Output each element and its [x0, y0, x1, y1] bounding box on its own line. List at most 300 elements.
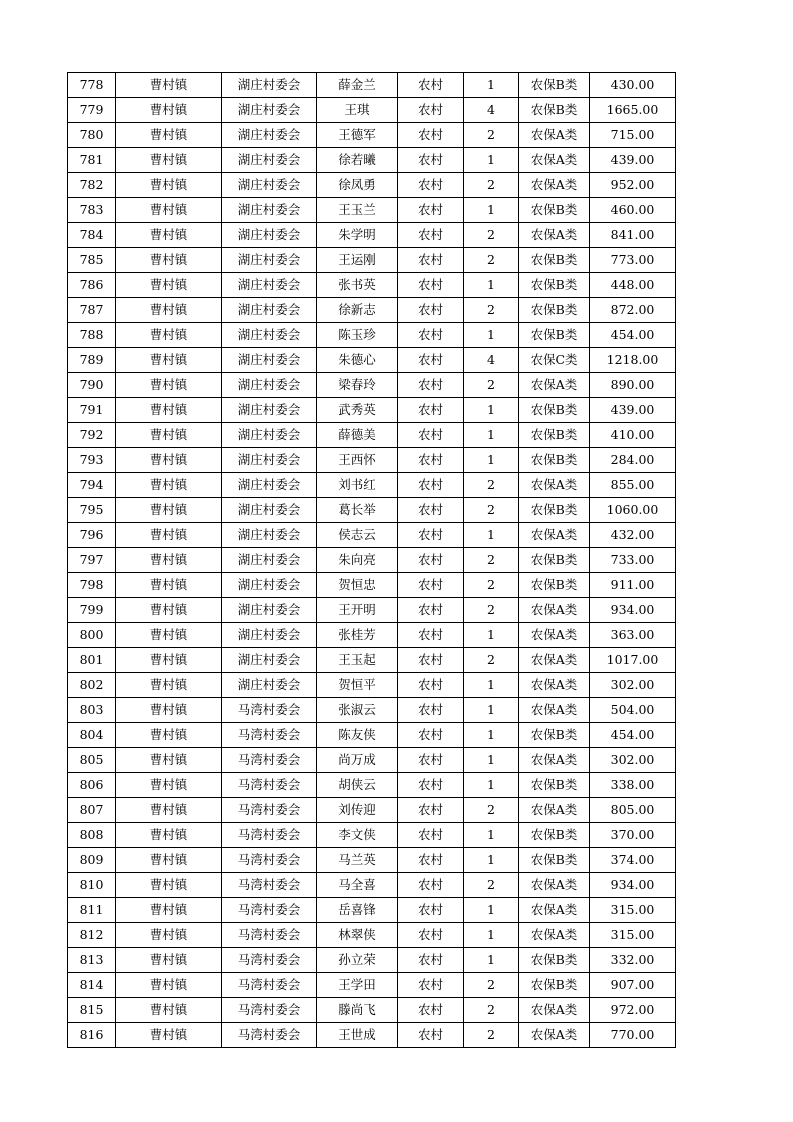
- category-cell: 农保B类: [519, 548, 590, 573]
- category-cell: 农保B类: [519, 573, 590, 598]
- town-cell: 曹村镇: [116, 923, 222, 948]
- member-count-cell: 2: [464, 473, 519, 498]
- village-committee-cell: 湖庄村委会: [222, 248, 317, 273]
- serial-number-cell: 810: [68, 873, 116, 898]
- name-cell: 岳喜锋: [317, 898, 398, 923]
- table-row: [68, 198, 676, 223]
- member-count-cell: 4: [464, 348, 519, 373]
- table-row: [68, 873, 676, 898]
- table-row: [68, 573, 676, 598]
- name-cell: 胡侠云: [317, 773, 398, 798]
- household-type-cell: 农村: [398, 773, 464, 798]
- table-body: [68, 73, 676, 1048]
- town-cell: 曹村镇: [116, 198, 222, 223]
- town-cell: 曹村镇: [116, 823, 222, 848]
- village-committee-cell: 湖庄村委会: [222, 598, 317, 623]
- name-cell: 陈玉珍: [317, 323, 398, 348]
- village-committee-cell: 湖庄村委会: [222, 173, 317, 198]
- serial-number-cell: 793: [68, 448, 116, 473]
- village-committee-cell: 马湾村委会: [222, 973, 317, 998]
- member-count-cell: 2: [464, 573, 519, 598]
- town-cell: 曹村镇: [116, 548, 222, 573]
- table-row: [68, 698, 676, 723]
- village-committee-cell: 马湾村委会: [222, 773, 317, 798]
- serial-number-cell: 811: [68, 898, 116, 923]
- serial-number-cell: 794: [68, 473, 116, 498]
- village-committee-cell: 湖庄村委会: [222, 323, 317, 348]
- village-committee-cell: 湖庄村委会: [222, 348, 317, 373]
- table-row: [68, 623, 676, 648]
- amount-cell: 454.00: [590, 723, 676, 748]
- town-cell: 曹村镇: [116, 898, 222, 923]
- member-count-cell: 1: [464, 623, 519, 648]
- name-cell: 张桂芳: [317, 623, 398, 648]
- amount-cell: 374.00: [590, 848, 676, 873]
- amount-cell: 504.00: [590, 698, 676, 723]
- village-committee-cell: 马湾村委会: [222, 998, 317, 1023]
- household-type-cell: 农村: [398, 898, 464, 923]
- village-committee-cell: 马湾村委会: [222, 948, 317, 973]
- table-row: [68, 923, 676, 948]
- village-committee-cell: 湖庄村委会: [222, 198, 317, 223]
- serial-number-cell: 780: [68, 123, 116, 148]
- name-cell: 朱德心: [317, 348, 398, 373]
- amount-cell: 338.00: [590, 773, 676, 798]
- town-cell: 曹村镇: [116, 948, 222, 973]
- category-cell: 农保A类: [519, 698, 590, 723]
- category-cell: 农保B类: [519, 298, 590, 323]
- household-type-cell: 农村: [398, 823, 464, 848]
- serial-number-cell: 784: [68, 223, 116, 248]
- member-count-cell: 2: [464, 373, 519, 398]
- village-committee-cell: 湖庄村委会: [222, 223, 317, 248]
- household-type-cell: 农村: [398, 73, 464, 98]
- category-cell: 农保B类: [519, 248, 590, 273]
- amount-cell: 430.00: [590, 73, 676, 98]
- serial-number-cell: 792: [68, 423, 116, 448]
- town-cell: 曹村镇: [116, 223, 222, 248]
- serial-number-cell: 802: [68, 673, 116, 698]
- name-cell: 张淑云: [317, 698, 398, 723]
- village-committee-cell: 湖庄村委会: [222, 623, 317, 648]
- category-cell: 农保B类: [519, 398, 590, 423]
- member-count-cell: 1: [464, 823, 519, 848]
- amount-cell: 302.00: [590, 748, 676, 773]
- serial-number-cell: 805: [68, 748, 116, 773]
- village-committee-cell: 湖庄村委会: [222, 448, 317, 473]
- category-cell: 农保B类: [519, 773, 590, 798]
- table-row: [68, 998, 676, 1023]
- category-cell: 农保B类: [519, 973, 590, 998]
- village-committee-cell: 湖庄村委会: [222, 548, 317, 573]
- category-cell: 农保B类: [519, 848, 590, 873]
- household-type-cell: 农村: [398, 523, 464, 548]
- amount-cell: 773.00: [590, 248, 676, 273]
- village-committee-cell: 马湾村委会: [222, 923, 317, 948]
- table-row: [68, 723, 676, 748]
- amount-cell: 448.00: [590, 273, 676, 298]
- member-count-cell: 2: [464, 223, 519, 248]
- household-type-cell: 农村: [398, 123, 464, 148]
- amount-cell: 1218.00: [590, 348, 676, 373]
- amount-cell: 1017.00: [590, 648, 676, 673]
- table-row: [68, 123, 676, 148]
- serial-number-cell: 803: [68, 698, 116, 723]
- table-row: [68, 848, 676, 873]
- amount-cell: 315.00: [590, 898, 676, 923]
- amount-cell: 370.00: [590, 823, 676, 848]
- amount-cell: 770.00: [590, 1023, 676, 1048]
- serial-number-cell: 816: [68, 1023, 116, 1048]
- member-count-cell: 1: [464, 148, 519, 173]
- category-cell: 农保A类: [519, 998, 590, 1023]
- amount-cell: 410.00: [590, 423, 676, 448]
- name-cell: 徐若曦: [317, 148, 398, 173]
- table-row: [68, 98, 676, 123]
- member-count-cell: 2: [464, 598, 519, 623]
- member-count-cell: 1: [464, 923, 519, 948]
- village-committee-cell: 马湾村委会: [222, 823, 317, 848]
- table-row: [68, 273, 676, 298]
- table-row: [68, 598, 676, 623]
- town-cell: 曹村镇: [116, 373, 222, 398]
- category-cell: 农保A类: [519, 148, 590, 173]
- village-committee-cell: 湖庄村委会: [222, 148, 317, 173]
- name-cell: 葛长举: [317, 498, 398, 523]
- member-count-cell: 1: [464, 273, 519, 298]
- category-cell: 农保A类: [519, 123, 590, 148]
- town-cell: 曹村镇: [116, 723, 222, 748]
- village-committee-cell: 湖庄村委会: [222, 123, 317, 148]
- category-cell: 农保A类: [519, 173, 590, 198]
- household-type-cell: 农村: [398, 373, 464, 398]
- table-row: [68, 398, 676, 423]
- town-cell: 曹村镇: [116, 798, 222, 823]
- serial-number-cell: 815: [68, 998, 116, 1023]
- household-type-cell: 农村: [398, 1023, 464, 1048]
- name-cell: 马兰英: [317, 848, 398, 873]
- amount-cell: 460.00: [590, 198, 676, 223]
- amount-cell: 934.00: [590, 873, 676, 898]
- member-count-cell: 1: [464, 698, 519, 723]
- name-cell: 王西怀: [317, 448, 398, 473]
- name-cell: 朱学明: [317, 223, 398, 248]
- category-cell: 农保B类: [519, 198, 590, 223]
- household-type-cell: 农村: [398, 648, 464, 673]
- serial-number-cell: 801: [68, 648, 116, 673]
- name-cell: 徐新志: [317, 298, 398, 323]
- category-cell: 农保A类: [519, 673, 590, 698]
- table-row: [68, 223, 676, 248]
- member-count-cell: 1: [464, 723, 519, 748]
- member-count-cell: 1: [464, 848, 519, 873]
- town-cell: 曹村镇: [116, 523, 222, 548]
- member-count-cell: 1: [464, 523, 519, 548]
- table-row: [68, 73, 676, 98]
- household-type-cell: 农村: [398, 248, 464, 273]
- town-cell: 曹村镇: [116, 173, 222, 198]
- member-count-cell: 2: [464, 873, 519, 898]
- serial-number-cell: 778: [68, 73, 116, 98]
- member-count-cell: 1: [464, 323, 519, 348]
- amount-cell: 715.00: [590, 123, 676, 148]
- member-count-cell: 2: [464, 498, 519, 523]
- amount-cell: 972.00: [590, 998, 676, 1023]
- village-committee-cell: 马湾村委会: [222, 698, 317, 723]
- amount-cell: 332.00: [590, 948, 676, 973]
- table-row: [68, 823, 676, 848]
- amount-cell: 805.00: [590, 798, 676, 823]
- table-row: [68, 348, 676, 373]
- town-cell: 曹村镇: [116, 298, 222, 323]
- serial-number-cell: 812: [68, 923, 116, 948]
- member-count-cell: 2: [464, 1023, 519, 1048]
- category-cell: 农保B类: [519, 723, 590, 748]
- category-cell: 农保B类: [519, 423, 590, 448]
- member-count-cell: 2: [464, 123, 519, 148]
- category-cell: 农保A类: [519, 898, 590, 923]
- member-count-cell: 4: [464, 98, 519, 123]
- member-count-cell: 2: [464, 973, 519, 998]
- household-type-cell: 农村: [398, 273, 464, 298]
- member-count-cell: 2: [464, 173, 519, 198]
- table-row: [68, 473, 676, 498]
- name-cell: 王运刚: [317, 248, 398, 273]
- category-cell: 农保A类: [519, 623, 590, 648]
- household-type-cell: 农村: [398, 448, 464, 473]
- household-type-cell: 农村: [398, 473, 464, 498]
- name-cell: 徐凤勇: [317, 173, 398, 198]
- serial-number-cell: 807: [68, 798, 116, 823]
- village-committee-cell: 马湾村委会: [222, 1023, 317, 1048]
- household-type-cell: 农村: [398, 623, 464, 648]
- name-cell: 武秀英: [317, 398, 398, 423]
- serial-number-cell: 804: [68, 723, 116, 748]
- village-committee-cell: 马湾村委会: [222, 748, 317, 773]
- town-cell: 曹村镇: [116, 573, 222, 598]
- village-committee-cell: 湖庄村委会: [222, 673, 317, 698]
- category-cell: 农保A类: [519, 748, 590, 773]
- village-committee-cell: 马湾村委会: [222, 798, 317, 823]
- household-type-cell: 农村: [398, 198, 464, 223]
- village-committee-cell: 湖庄村委会: [222, 398, 317, 423]
- household-type-cell: 农村: [398, 748, 464, 773]
- category-cell: 农保A类: [519, 648, 590, 673]
- member-count-cell: 2: [464, 298, 519, 323]
- household-type-cell: 农村: [398, 973, 464, 998]
- amount-cell: 363.00: [590, 623, 676, 648]
- category-cell: 农保A类: [519, 373, 590, 398]
- amount-cell: 952.00: [590, 173, 676, 198]
- village-committee-cell: 湖庄村委会: [222, 73, 317, 98]
- table-row: [68, 423, 676, 448]
- serial-number-cell: 800: [68, 623, 116, 648]
- name-cell: 尚万成: [317, 748, 398, 773]
- category-cell: 农保B类: [519, 823, 590, 848]
- table-row: [68, 773, 676, 798]
- household-type-cell: 农村: [398, 998, 464, 1023]
- member-count-cell: 1: [464, 773, 519, 798]
- serial-number-cell: 786: [68, 273, 116, 298]
- table-row: [68, 948, 676, 973]
- name-cell: 刘书红: [317, 473, 398, 498]
- amount-cell: 439.00: [590, 148, 676, 173]
- amount-cell: 907.00: [590, 973, 676, 998]
- town-cell: 曹村镇: [116, 848, 222, 873]
- household-type-cell: 农村: [398, 948, 464, 973]
- household-type-cell: 农村: [398, 698, 464, 723]
- village-committee-cell: 湖庄村委会: [222, 423, 317, 448]
- village-committee-cell: 湖庄村委会: [222, 473, 317, 498]
- serial-number-cell: 797: [68, 548, 116, 573]
- name-cell: 王世成: [317, 1023, 398, 1048]
- member-count-cell: 1: [464, 198, 519, 223]
- amount-cell: 315.00: [590, 923, 676, 948]
- category-cell: 农保A类: [519, 223, 590, 248]
- household-type-cell: 农村: [398, 923, 464, 948]
- village-committee-cell: 湖庄村委会: [222, 523, 317, 548]
- serial-number-cell: 806: [68, 773, 116, 798]
- household-type-cell: 农村: [398, 173, 464, 198]
- household-type-cell: 农村: [398, 98, 464, 123]
- amount-cell: 1060.00: [590, 498, 676, 523]
- category-cell: 农保A类: [519, 798, 590, 823]
- category-cell: 农保A类: [519, 523, 590, 548]
- serial-number-cell: 789: [68, 348, 116, 373]
- town-cell: 曹村镇: [116, 498, 222, 523]
- name-cell: 王玉起: [317, 648, 398, 673]
- table-row: [68, 298, 676, 323]
- member-count-cell: 2: [464, 648, 519, 673]
- town-cell: 曹村镇: [116, 123, 222, 148]
- member-count-cell: 1: [464, 423, 519, 448]
- member-count-cell: 1: [464, 73, 519, 98]
- member-count-cell: 2: [464, 548, 519, 573]
- name-cell: 薛德美: [317, 423, 398, 448]
- amount-cell: 911.00: [590, 573, 676, 598]
- amount-cell: 841.00: [590, 223, 676, 248]
- name-cell: 王开明: [317, 598, 398, 623]
- town-cell: 曹村镇: [116, 473, 222, 498]
- name-cell: 朱向亮: [317, 548, 398, 573]
- town-cell: 曹村镇: [116, 248, 222, 273]
- town-cell: 曹村镇: [116, 873, 222, 898]
- member-count-cell: 2: [464, 798, 519, 823]
- household-type-cell: 农村: [398, 348, 464, 373]
- town-cell: 曹村镇: [116, 748, 222, 773]
- village-committee-cell: 马湾村委会: [222, 898, 317, 923]
- table-row: [68, 448, 676, 473]
- serial-number-cell: 809: [68, 848, 116, 873]
- category-cell: 农保A类: [519, 1023, 590, 1048]
- name-cell: 贺恒忠: [317, 573, 398, 598]
- village-committee-cell: 湖庄村委会: [222, 273, 317, 298]
- member-count-cell: 2: [464, 998, 519, 1023]
- name-cell: 李文侠: [317, 823, 398, 848]
- serial-number-cell: 787: [68, 298, 116, 323]
- serial-number-cell: 798: [68, 573, 116, 598]
- village-committee-cell: 湖庄村委会: [222, 298, 317, 323]
- town-cell: 曹村镇: [116, 598, 222, 623]
- amount-cell: 1665.00: [590, 98, 676, 123]
- name-cell: 孙立荣: [317, 948, 398, 973]
- roster-table: [67, 72, 676, 1048]
- serial-number-cell: 795: [68, 498, 116, 523]
- town-cell: 曹村镇: [116, 398, 222, 423]
- household-type-cell: 农村: [398, 323, 464, 348]
- category-cell: 农保A类: [519, 923, 590, 948]
- member-count-cell: 1: [464, 673, 519, 698]
- amount-cell: 439.00: [590, 398, 676, 423]
- category-cell: 农保B类: [519, 73, 590, 98]
- category-cell: 农保B类: [519, 323, 590, 348]
- town-cell: 曹村镇: [116, 998, 222, 1023]
- town-cell: 曹村镇: [116, 148, 222, 173]
- town-cell: 曹村镇: [116, 1023, 222, 1048]
- name-cell: 王学田: [317, 973, 398, 998]
- amount-cell: 934.00: [590, 598, 676, 623]
- town-cell: 曹村镇: [116, 448, 222, 473]
- household-type-cell: 农村: [398, 798, 464, 823]
- town-cell: 曹村镇: [116, 348, 222, 373]
- household-type-cell: 农村: [398, 298, 464, 323]
- category-cell: 农保B类: [519, 273, 590, 298]
- table-row: [68, 373, 676, 398]
- name-cell: 梁春玲: [317, 373, 398, 398]
- name-cell: 贺恒平: [317, 673, 398, 698]
- village-committee-cell: 马湾村委会: [222, 723, 317, 748]
- amount-cell: 890.00: [590, 373, 676, 398]
- serial-number-cell: 779: [68, 98, 116, 123]
- serial-number-cell: 788: [68, 323, 116, 348]
- serial-number-cell: 799: [68, 598, 116, 623]
- table-row: [68, 648, 676, 673]
- category-cell: 农保B类: [519, 948, 590, 973]
- category-cell: 农保B类: [519, 98, 590, 123]
- serial-number-cell: 808: [68, 823, 116, 848]
- name-cell: 王玉兰: [317, 198, 398, 223]
- category-cell: 农保C类: [519, 348, 590, 373]
- amount-cell: 454.00: [590, 323, 676, 348]
- member-count-cell: 1: [464, 398, 519, 423]
- town-cell: 曹村镇: [116, 698, 222, 723]
- household-type-cell: 农村: [398, 673, 464, 698]
- member-count-cell: 1: [464, 948, 519, 973]
- member-count-cell: 1: [464, 898, 519, 923]
- town-cell: 曹村镇: [116, 423, 222, 448]
- table-row: [68, 248, 676, 273]
- household-type-cell: 农村: [398, 223, 464, 248]
- town-cell: 曹村镇: [116, 98, 222, 123]
- town-cell: 曹村镇: [116, 673, 222, 698]
- village-committee-cell: 湖庄村委会: [222, 498, 317, 523]
- serial-number-cell: 785: [68, 248, 116, 273]
- household-type-cell: 农村: [398, 498, 464, 523]
- serial-number-cell: 783: [68, 198, 116, 223]
- name-cell: 侯志云: [317, 523, 398, 548]
- town-cell: 曹村镇: [116, 773, 222, 798]
- member-count-cell: 1: [464, 748, 519, 773]
- category-cell: 农保B类: [519, 448, 590, 473]
- name-cell: 王琪: [317, 98, 398, 123]
- town-cell: 曹村镇: [116, 973, 222, 998]
- category-cell: 农保A类: [519, 598, 590, 623]
- name-cell: 王德军: [317, 123, 398, 148]
- amount-cell: 302.00: [590, 673, 676, 698]
- village-committee-cell: 马湾村委会: [222, 873, 317, 898]
- table-row: [68, 748, 676, 773]
- village-committee-cell: 马湾村委会: [222, 848, 317, 873]
